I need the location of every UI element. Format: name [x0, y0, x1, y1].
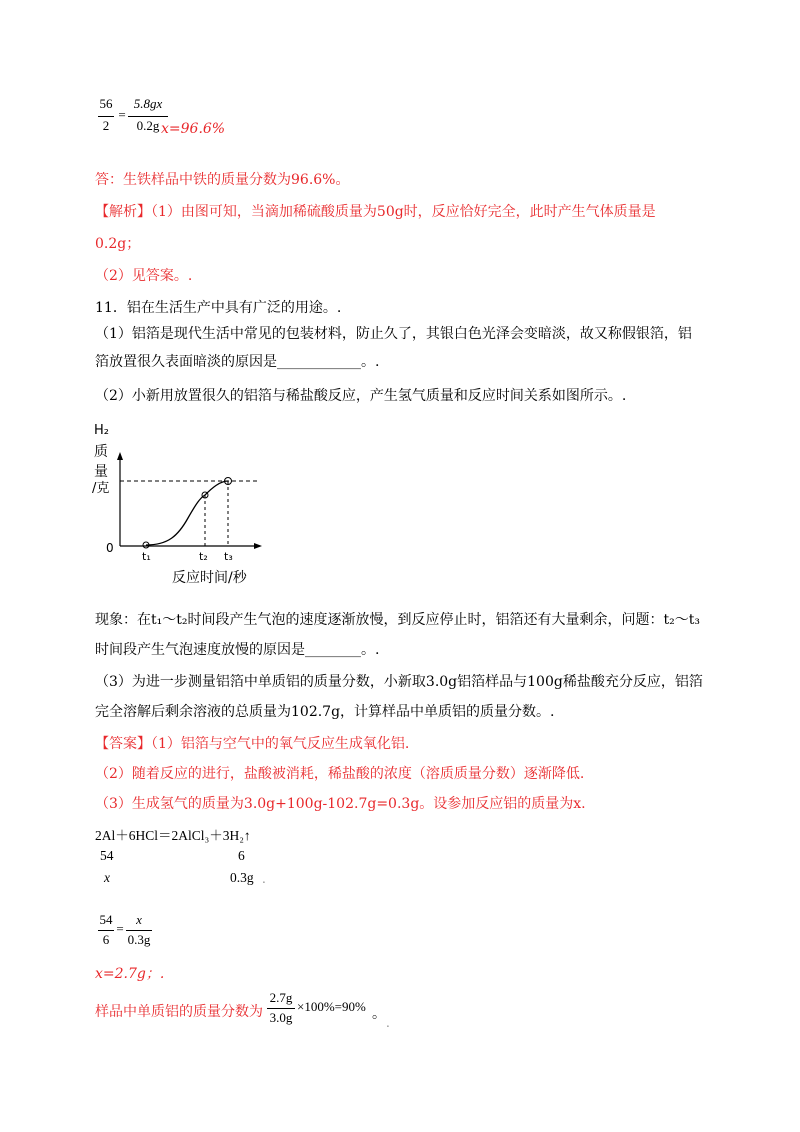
x-tick-t2: t₂ [199, 550, 208, 563]
analysis-tag: 【解析】 [95, 204, 151, 220]
prop-lhs-bar [98, 930, 114, 931]
analysis-line-3: （2）见答案。. [95, 268, 193, 284]
origin-label: 0 [106, 541, 114, 555]
y-axis-label-h2: H₂ [94, 423, 109, 438]
analysis-text-1: （1）由图可知，当滴加稀硫酸质量为50g时，反应恰好完全，此时产生气体质量是 [151, 204, 656, 220]
analysis-line-1 [95, 202, 656, 222]
lhs-denominator: 2 [102, 118, 110, 133]
lhs-numerator: 56 [99, 96, 113, 111]
phenomenon-line-1: 现象：在t₁～t₂时间段产生气泡的速度逐渐放慢，到反应停止时，铝箔还有大量剩余，问题：t₂～t₃ [95, 612, 700, 628]
final-suffix: ×100%=90% [297, 999, 366, 1014]
reaction-curve [146, 481, 228, 545]
prop-lhs-numerator: 54 [99, 912, 113, 927]
x-tick-t3: t₃ [224, 550, 233, 563]
reaction-row2-right: 0.3g [230, 870, 254, 885]
rhs-denominator: 0.2g [136, 118, 160, 133]
phenomenon-line-2: 时间段产生气泡速度放慢的原因是________。. [95, 642, 380, 658]
reaction-mark: . [262, 872, 266, 886]
prop-lhs-denominator: 6 [102, 932, 110, 947]
equals-sign: = [118, 107, 126, 122]
final-mark: . [386, 1016, 390, 1030]
y-axis-label-char-2: 量 [94, 464, 108, 480]
question-11-part1-line1: （1）铝箔是现代生活中常见的包装材料，防止久了，其银白色光泽会变暗淡，故又称假银箔，铝 [95, 326, 692, 342]
final-denominator: 3.0g [269, 1010, 293, 1025]
proportion-equation [98, 912, 218, 952]
x-result: x=2.7g；. [95, 966, 165, 982]
x-axis-label: 反应时间/秒 [172, 570, 247, 586]
prop-rhs-denominator: 0.3g [127, 932, 151, 947]
rhs-numerator: 5.8gx [133, 96, 163, 111]
hydrogen-mass-graph [88, 418, 288, 590]
reaction-row1-left: 54 [100, 848, 114, 863]
answer-tag: 【答案】 [95, 736, 151, 752]
answer-line-1 [95, 734, 409, 754]
y-axis-label-char-3: /克 [92, 481, 110, 496]
answer-line-3: （3）生成氢气的质量为3.0g+100g-102.7g=0.3g。设参加反应铝的质量为x. [95, 796, 586, 812]
top-result: x=96.6% [161, 121, 226, 137]
prop-rhs-bar [126, 930, 152, 931]
final-prefix: 样品中单质铝的质量分数为 [95, 1004, 263, 1020]
final-fraction-bar [267, 1008, 295, 1009]
question-11-part3-line2: 完全溶解后剩余溶液的总质量为102.7g，计算样品中单质铝的质量分数。. [95, 704, 555, 720]
y-axis-label-char-1: 质 [94, 444, 108, 460]
prop-equals: = [116, 921, 124, 936]
question-11-part1-line2: 箔放置很久表面暗淡的原因是____________。. [95, 354, 380, 370]
question-11-title: 11．铝在生活生产中具有广泛的用途。. [95, 300, 342, 316]
x-tick-t1: t₁ [142, 550, 151, 563]
y-axis-arrow [117, 452, 123, 460]
answer-line: 答：生铁样品中铁的质量分数为96.6%。 [95, 172, 350, 188]
question-11-part2: （2）小新用放置很久的铝箔与稀盐酸反应，产生氢气质量和反应时间关系如图所示。. [95, 388, 627, 404]
x-axis-arrow [254, 543, 262, 549]
rhs-fraction-bar [128, 116, 168, 117]
final-end: 。 [372, 1006, 386, 1022]
reaction-equation: 2Al＋6HCl＝2AlCl₃＋3H₂↑ [95, 828, 251, 843]
answer-text-1: （1）铝箔与空气中的氧气反应生成氧化铝. [151, 736, 410, 752]
final-fraction [267, 990, 387, 1030]
lhs-fraction-bar [98, 116, 114, 117]
reaction-row1-right: 6 [238, 848, 245, 863]
answer-line-2: （2）随着反应的进行，盐酸被消耗，稀盐酸的浓度（溶质质量分数）逐渐降低. [95, 766, 585, 782]
analysis-line-2: 0.2g； [95, 236, 141, 252]
question-11-part3-line1: （3）为进一步测量铝箔中单质铝的质量分数，小新取3.0g铝箔样品与100g稀盐酸充分反应，铝箔 [95, 674, 703, 690]
final-numerator: 2.7g [269, 990, 293, 1005]
reaction-row2-left: x [104, 870, 110, 885]
prop-rhs-numerator: x [136, 912, 142, 927]
